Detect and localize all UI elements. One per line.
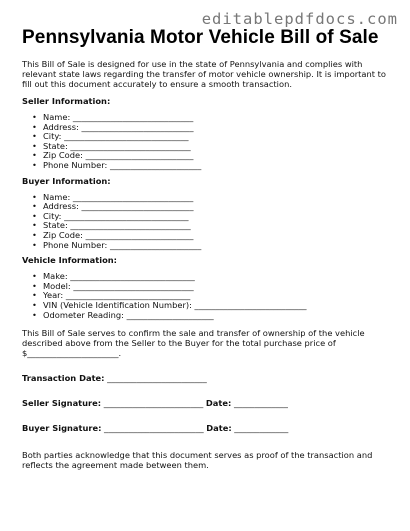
vehicle-year-field[interactable]: • Year: ______________________________ bbox=[31, 290, 394, 300]
seller-signature-row[interactable] bbox=[22, 398, 394, 408]
buyer-date-label: Date: bbox=[206, 423, 232, 434]
seller-zip-field[interactable]: • Zip Code: __________________________ bbox=[31, 150, 394, 160]
buyer-name-field[interactable]: • Name: _____________________________ bbox=[31, 192, 394, 202]
transaction-date-label: Transaction Date: bbox=[22, 373, 105, 384]
buyer-zip-field[interactable]: • Zip Code: __________________________ bbox=[31, 230, 394, 240]
buyer-heading: Buyer Information: bbox=[22, 175, 111, 186]
transaction-date-blank[interactable]: ________________________ bbox=[104, 373, 207, 384]
seller-signature-label: Seller Signature: bbox=[22, 398, 102, 409]
vehicle-make-field[interactable]: • Make: ______________________________ bbox=[31, 271, 394, 281]
transaction-date-row[interactable] bbox=[22, 373, 394, 383]
closing-statement: This Bill of Sale serves to confirm the sale and transfer of ownership of the vehicle described above from the Seller to the Buyer for the total purchase price of $______________________. bbox=[22, 328, 365, 359]
buyer-state-field[interactable]: • State: _____________________________ bbox=[31, 220, 394, 230]
vehicle-model-field[interactable]: • Model: _____________________________ bbox=[31, 281, 394, 291]
vehicle-odometer-field[interactable]: • Odometer Reading: _____________________ bbox=[31, 310, 394, 320]
vehicle-vin-field[interactable]: • VIN (Vehicle Identification Number): ___________________________ bbox=[31, 300, 394, 310]
buyer-signature-blank[interactable]: ________________________ bbox=[101, 423, 207, 434]
buyer-phone-field[interactable]: • Phone Number: ______________________ bbox=[31, 240, 394, 250]
document-body bbox=[22, 59, 394, 470]
vehicle-fields-list bbox=[22, 271, 394, 319]
buyer-fields-list bbox=[22, 192, 394, 250]
seller-date-blank[interactable]: _____________ bbox=[231, 398, 288, 409]
seller-address-field[interactable]: • Address: ___________________________ bbox=[31, 122, 394, 132]
document-title: Pennsylvania Motor Vehicle Bill of Sale bbox=[22, 27, 379, 48]
seller-state-field[interactable]: • State: _____________________________ bbox=[31, 141, 394, 151]
seller-name-field[interactable]: • Name: _____________________________ bbox=[31, 112, 394, 122]
site-watermark: editablepdfdocs.com bbox=[201, 10, 398, 28]
seller-date-label: Date: bbox=[205, 398, 232, 409]
seller-fields-list bbox=[22, 112, 394, 170]
buyer-signature-row[interactable] bbox=[22, 423, 394, 433]
buyer-address-field[interactable]: • Address: ___________________________ bbox=[31, 201, 394, 211]
seller-phone-field[interactable]: • Phone Number: ______________________ bbox=[31, 160, 394, 170]
buyer-date-blank[interactable]: _____________ bbox=[231, 423, 289, 434]
intro-paragraph: This Bill of Sale is designed for use in the state of Pennsylvania and complies with relevant state laws regarding the transfer of motor vehicle ownership. It is important to fill out this document accurately to ensure a smooth transaction. bbox=[22, 59, 386, 89]
seller-city-field[interactable]: • City: ______________________________ bbox=[31, 131, 394, 141]
seller-signature-blank[interactable]: ________________________ bbox=[101, 398, 206, 409]
vehicle-heading: Vehicle Information: bbox=[22, 255, 117, 266]
acknowledgement-paragraph: Both parties acknowledge that this document serves as proof of the transaction and reflects the agreement made between them. bbox=[22, 450, 373, 471]
buyer-city-field[interactable]: • City: ______________________________ bbox=[31, 211, 394, 221]
seller-heading: Seller Information: bbox=[22, 96, 111, 106]
buyer-signature-label: Buyer Signature: bbox=[22, 423, 102, 434]
